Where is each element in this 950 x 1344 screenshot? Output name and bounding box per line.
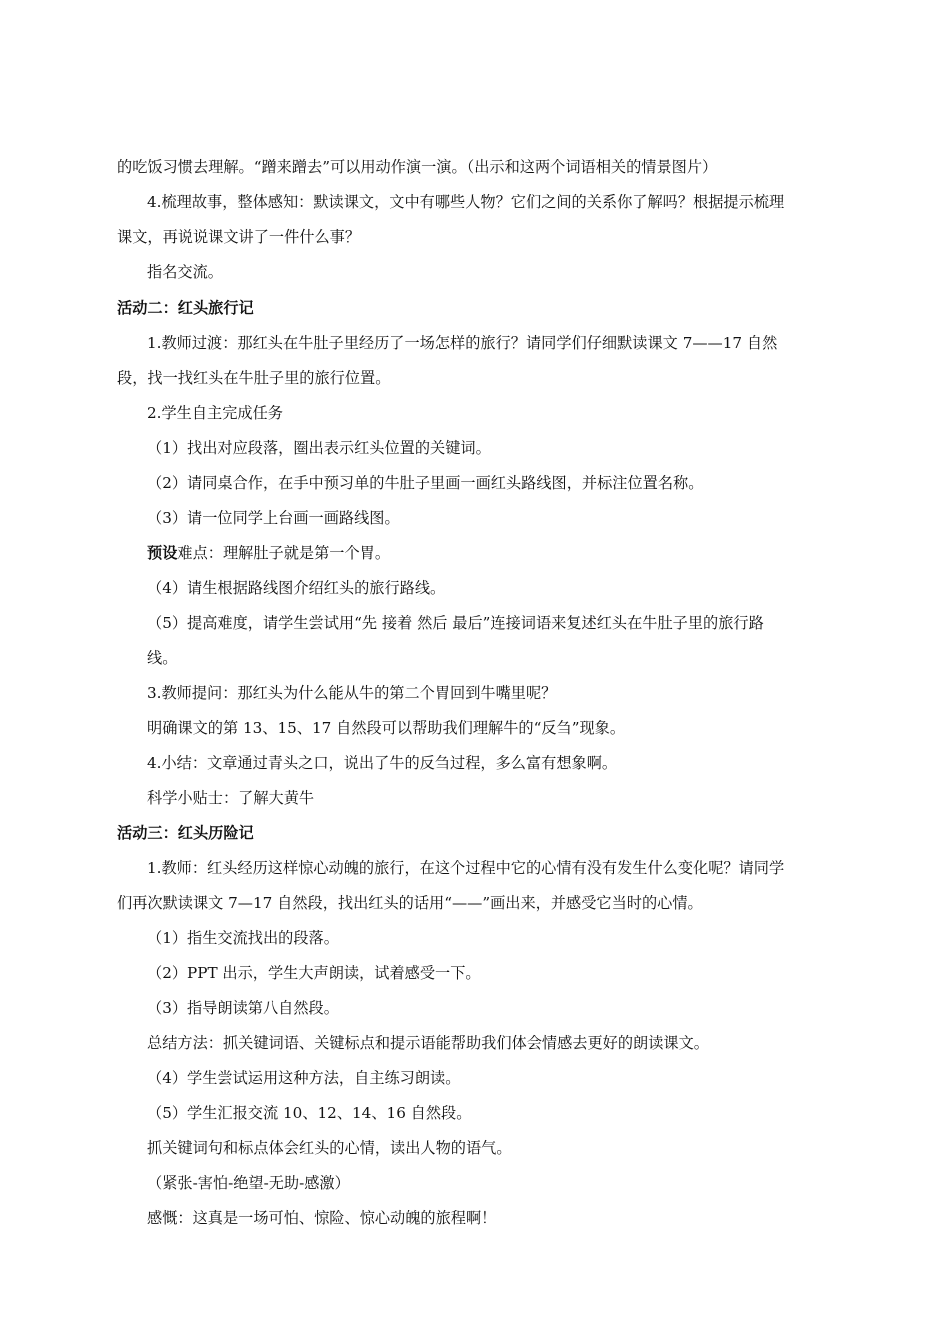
paragraph-line: 4.小结：文章通过青头之口，说出了牛的反刍过程，多么富有想象啊。 (147, 754, 618, 772)
paragraph-line: （4）请生根据路线图介绍红头的旅行路线。 (147, 579, 446, 597)
paragraph-line: （5）学生汇报交流 10、12、14、16 自然段。 (147, 1104, 472, 1122)
paragraph-line: 科学小贴士：了解大黄牛 (147, 789, 315, 807)
paragraph-line: （2）PPT 出示，学生大声朗读，试着感受一下。 (147, 964, 481, 982)
paragraph-line: 3.教师提问：那红头为什么能从牛的第二个胃回到牛嘴里呢？ (147, 684, 557, 702)
section-heading: 活动三：红头历险记 (117, 824, 254, 842)
paragraph-line: （5）提高难度，请学生尝试用“先 接着 然后 最后”连接词语来复述红头在牛肚子里的旅行路 (147, 614, 764, 632)
paragraph-line: 1.教师：红头经历这样惊心动魄的旅行，在这个过程中它的心情有没有发生什么变化呢？请同学 (147, 859, 785, 877)
paragraph-line: 们再次默读课文 7—17 自然段，找出红头的话用“——”画出来，并感受它当时的心情。 (117, 894, 703, 912)
paragraph-line: 4.梳理故事，整体感知：默读课文，文中有哪些人物？它们之间的关系你了解吗？根据提示梳理 (147, 193, 785, 211)
paragraph-line: 1.教师过渡：那红头在牛肚子里经历了一场怎样的旅行？请同学们仔细默读课文 7——17 自然 (147, 334, 778, 352)
section-heading: 活动二：红头旅行记 (117, 299, 254, 317)
paragraph-line (147, 543, 870, 563)
paragraph-line: （1）指生交流找出的段落。 (147, 929, 339, 947)
paragraph-line: 感慨：这真是一场可怕、惊险、惊心动魄的旅程啊！ (147, 1209, 497, 1227)
paragraph-line: （3）请一位同学上台画一画路线图。 (147, 509, 400, 527)
paragraph-line: （紧张-害怕-绝望-无助-感激） (147, 1174, 350, 1192)
paragraph-line: （1）找出对应段落，圈出表示红头位置的关键词。 (147, 439, 491, 457)
paragraph-line: 2.学生自主完成任务 (147, 404, 283, 422)
paragraph-line: 抓关键词句和标点体会红头的心情，读出人物的语气。 (147, 1139, 512, 1157)
preset-text: 难点：理解肚子就是第一个胃。 (177, 544, 390, 562)
paragraph-line: 指名交流。 (147, 263, 223, 281)
preset-label: 预设 (147, 544, 178, 562)
paragraph-line: 线。 (147, 649, 178, 667)
paragraph-line: （2）请同桌合作，在手中预习单的牛肚子里画一画红头路线图，并标注位置名称。 (147, 474, 704, 492)
paragraph-line: 总结方法：抓关键词语、关键标点和提示语能帮助我们体会情感去更好的朗读课文。 (147, 1034, 709, 1052)
paragraph-line: （4）学生尝试运用这种方法，自主练习朗读。 (147, 1069, 461, 1087)
paragraph-line: （3）指导朗读第八自然段。 (147, 999, 339, 1017)
paragraph-line: 段，找一找红头在牛肚子里的旅行位置。 (117, 369, 391, 387)
paragraph-line: 课文，再说说课文讲了一件什么事？ (117, 228, 360, 246)
paragraph-line: 的吃饭习惯去理解。“蹭来蹭去”可以用动作演一演。（出示和这两个词语相关的情景图片） (117, 158, 718, 176)
paragraph-line: 明确课文的第 13、15、17 自然段可以帮助我们理解牛的“反刍”现象。 (147, 719, 626, 737)
